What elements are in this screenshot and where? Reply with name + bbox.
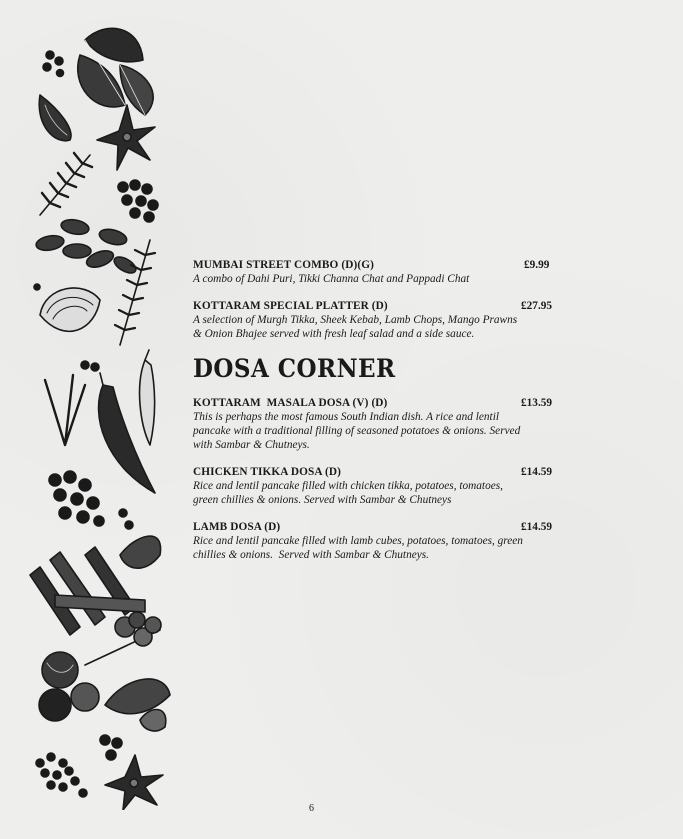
menu-item-kottaram-special-platter [193,299,563,341]
item-price: £9.99 [524,259,550,271]
peppercorn-icon [43,51,64,77]
item-price: £14.59 [521,521,553,533]
item-price: £27.95 [521,300,553,312]
basil-icon [105,679,170,731]
garlic-icon [39,95,71,141]
peppercorn-icon [118,180,158,222]
item-description: A selection of Murgh Tikka, Sheek Kebab, Lamb Chops, Mango Prawns & Onion Bhajee served with fresh leaf salad and a side sauce. [193,314,518,340]
item-description: A combo of Dahi Puri, Tikki Channa Chat and Pappadi Chat [193,273,470,285]
menu-item-kottaram-masala-dosa [193,396,563,452]
menu-item-mumbai-street-combo [193,258,563,286]
chilli-icon [99,350,155,493]
rosemary-icon [40,153,92,215]
page-number: 6 [309,803,314,814]
item-description: Rice and lentil pancake filled with lamb cubes, potatoes, tomatoes, green chillies & onions. Served with Sambar & Chutneys. [193,535,526,561]
basil-icon [78,28,153,115]
item-name: KOTTARAM SPECIAL PLATTER (D) [193,300,388,312]
onion-icon [40,288,100,331]
item-name: LAMB DOSA (D) [193,521,281,533]
clove-icon [49,471,133,529]
menu-item-chicken-tikka-dosa [193,465,563,507]
item-price: £13.59 [521,397,553,409]
star-anise-icon [105,755,163,810]
item-name: KOTTARAM MASALA DOSA (V) (D) [193,397,388,409]
garlic-icon [120,536,161,568]
rosemary-icon [45,375,85,445]
item-name: MUMBAI STREET COMBO (D)(G) [193,259,374,271]
item-description: This is perhaps the most famous South Indian dish. A rice and lentil pancake with a traditional filling of seasoned potatoes & onions. Served with Sambar & Chutneys. [193,411,521,451]
menu-item-lamb-dosa [193,520,563,562]
spice-illustration [25,15,180,810]
item-price: £14.59 [521,466,553,478]
rosemary-icon [115,240,155,345]
almond-icon [35,218,138,277]
item-name: CHICKEN TIKKA DOSA (D) [193,466,341,478]
item-description: Rice and lentil pancake filled with chicken tikka, potatoes, tomatoes, green chillies & onions. Served with Sambar & Chutneys [193,480,503,506]
menu-content [193,258,563,575]
peppercorn-icon [36,753,87,797]
section-title: DOSA CORNER [193,354,396,383]
clove-icon [100,735,122,760]
